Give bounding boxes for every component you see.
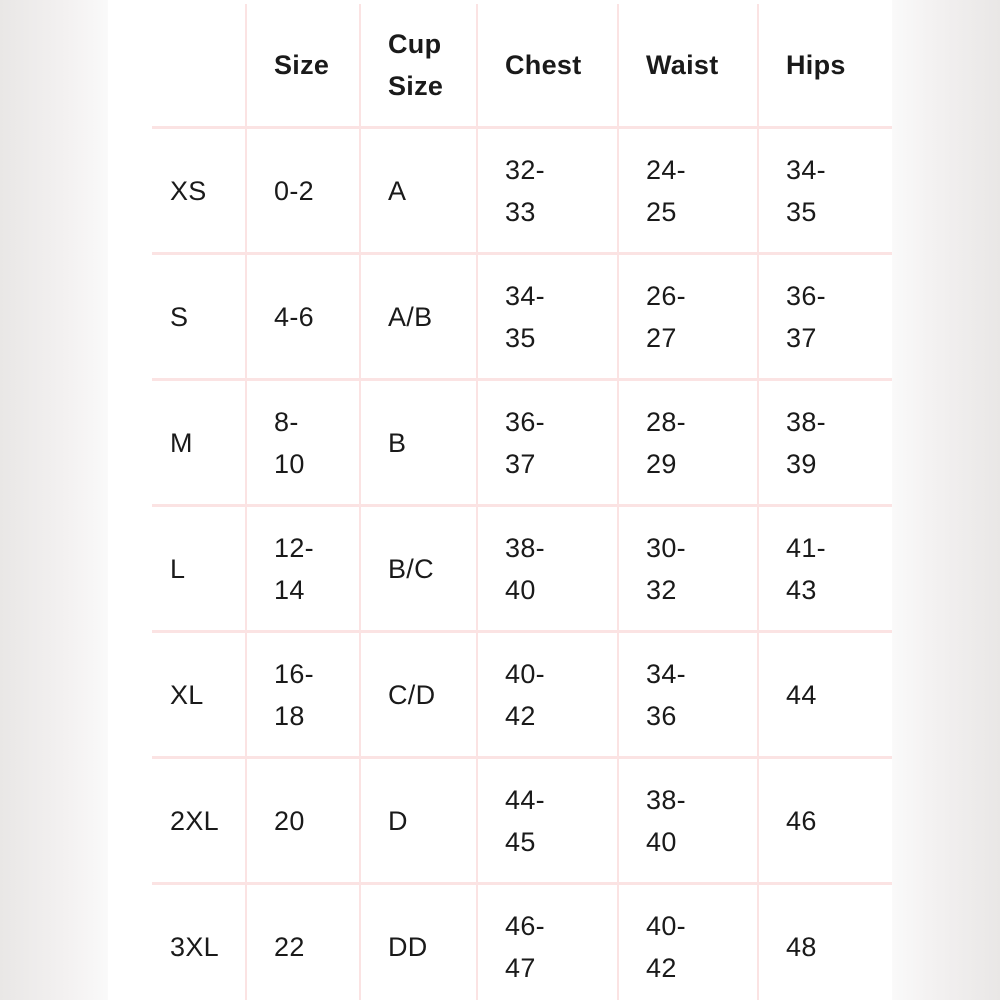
header-waist-label: Waist	[646, 50, 719, 80]
cell-chest	[477, 506, 618, 632]
cell-cup-size	[360, 128, 477, 254]
header-cup-line2: Size	[388, 71, 444, 101]
cell-size	[246, 758, 360, 884]
cell-cup-size-text: B	[388, 427, 407, 458]
cell-cup-size-text: A	[388, 175, 407, 206]
cell-size	[246, 380, 360, 506]
cell-hips-text: 46	[786, 805, 817, 836]
cell-size	[246, 884, 360, 1000]
backdrop-right	[890, 0, 1000, 1000]
cell-chest-text: 34-35	[505, 280, 545, 353]
cell-label-text: XL	[170, 679, 204, 710]
cell-waist	[618, 128, 758, 254]
cell-chest	[477, 128, 618, 254]
table-row	[152, 506, 892, 632]
cell-hips	[758, 506, 892, 632]
cell-waist	[618, 632, 758, 758]
cell-hips	[758, 128, 892, 254]
cell-label	[152, 632, 246, 758]
cell-hips-text: 41-	[786, 532, 826, 563]
cell-chest	[477, 758, 618, 884]
cell-cup-size-text: D	[388, 805, 408, 836]
cell-chest-text: 38-40	[505, 532, 545, 605]
cell-chest-text: 32-33	[505, 154, 545, 227]
header-cup-size	[360, 4, 477, 128]
cell-label-text: S	[170, 301, 189, 332]
cell-label-text: M	[170, 427, 193, 458]
cell-size	[246, 506, 360, 632]
cell-hips-text: 44	[786, 679, 817, 710]
cell-waist-text: 36	[646, 700, 677, 731]
cell-hips-text: 38-	[786, 406, 826, 437]
cell-waist-text: 28-29	[646, 406, 686, 479]
table-row	[152, 758, 892, 884]
cell-waist	[618, 884, 758, 1000]
cell-size	[246, 128, 360, 254]
cell-label	[152, 128, 246, 254]
cell-waist-text: 40	[646, 826, 677, 857]
cell-size-text: 18	[274, 700, 305, 731]
header-size-label: Size	[274, 50, 330, 80]
cell-label-text: L	[170, 553, 186, 584]
header-size	[246, 4, 360, 128]
cell-size-text: 14	[274, 574, 305, 605]
cell-waist-text: 26-27	[646, 280, 686, 353]
table-body	[152, 128, 892, 1000]
header-waist	[618, 4, 758, 128]
backdrop-left	[0, 0, 110, 1000]
cell-label	[152, 758, 246, 884]
cell-waist	[618, 758, 758, 884]
header-hips-label: Hips	[786, 50, 846, 80]
cell-cup-size	[360, 506, 477, 632]
cell-waist-text: 42	[646, 952, 677, 983]
cell-size-text: 0-2	[274, 175, 314, 206]
cell-cup-size	[360, 254, 477, 380]
cell-hips	[758, 380, 892, 506]
cell-waist	[618, 254, 758, 380]
cell-hips-text: 39	[786, 448, 817, 479]
cell-label-text: 3XL	[170, 931, 219, 962]
cell-size-text: 16-	[274, 658, 314, 689]
cell-cup-size	[360, 758, 477, 884]
cell-chest-text: 40-42	[505, 658, 545, 731]
header-blank	[152, 4, 246, 128]
cell-hips	[758, 884, 892, 1000]
cell-cup-size-text: DD	[388, 931, 428, 962]
cell-cup-size	[360, 884, 477, 1000]
table-row	[152, 128, 892, 254]
size-chart-sheet	[108, 0, 892, 1000]
cell-hips-text: 43	[786, 574, 817, 605]
cell-hips-text: 48	[786, 931, 817, 962]
table-row	[152, 884, 892, 1000]
cell-chest	[477, 884, 618, 1000]
cell-label-text: 2XL	[170, 805, 219, 836]
cell-label	[152, 380, 246, 506]
cell-hips	[758, 758, 892, 884]
cell-size	[246, 632, 360, 758]
cell-label-text: XS	[170, 175, 207, 206]
cell-hips-text: 37	[786, 322, 817, 353]
cell-waist-text: 24-25	[646, 154, 686, 227]
cell-size-text: 10	[274, 448, 305, 479]
cell-waist	[618, 380, 758, 506]
cell-cup-size	[360, 632, 477, 758]
header-chest-label: Chest	[505, 50, 582, 80]
cell-hips-text: 36-	[786, 280, 826, 311]
cell-hips-text: 34-	[786, 154, 826, 185]
size-chart-table	[152, 4, 892, 1000]
cell-size-text: 20	[274, 805, 305, 836]
cell-chest	[477, 632, 618, 758]
cell-label	[152, 884, 246, 1000]
cell-size-text: 22	[274, 931, 305, 962]
cell-waist-text: 30-32	[646, 532, 686, 605]
table-row	[152, 254, 892, 380]
cell-chest-text: 46-47	[505, 910, 545, 983]
cell-chest	[477, 254, 618, 380]
cell-cup-size-text: B/C	[388, 553, 434, 584]
cell-chest	[477, 380, 618, 506]
cell-hips-text: 35	[786, 196, 817, 227]
cell-label	[152, 254, 246, 380]
table-row	[152, 632, 892, 758]
cell-chest-text: 36-37	[505, 406, 545, 479]
cell-waist-text: 34-	[646, 658, 686, 689]
cell-label	[152, 506, 246, 632]
cell-size-text: 12-	[274, 532, 314, 563]
cell-cup-size-text: C/D	[388, 679, 436, 710]
header-cup-line1: Cup	[388, 29, 442, 59]
header-chest	[477, 4, 618, 128]
cell-hips	[758, 254, 892, 380]
cell-waist-text: 38-	[646, 784, 686, 815]
cell-size-text: 8-	[274, 406, 299, 437]
cell-waist	[618, 506, 758, 632]
table-header-row	[152, 4, 892, 128]
cell-chest-text: 44-45	[505, 784, 545, 857]
cell-cup-size	[360, 380, 477, 506]
header-hips	[758, 4, 892, 128]
table-row	[152, 380, 892, 506]
cell-hips	[758, 632, 892, 758]
cell-cup-size-text: A/B	[388, 301, 433, 332]
cell-size-text: 4-6	[274, 301, 314, 332]
cell-waist-text: 40-	[646, 910, 686, 941]
cell-size	[246, 254, 360, 380]
